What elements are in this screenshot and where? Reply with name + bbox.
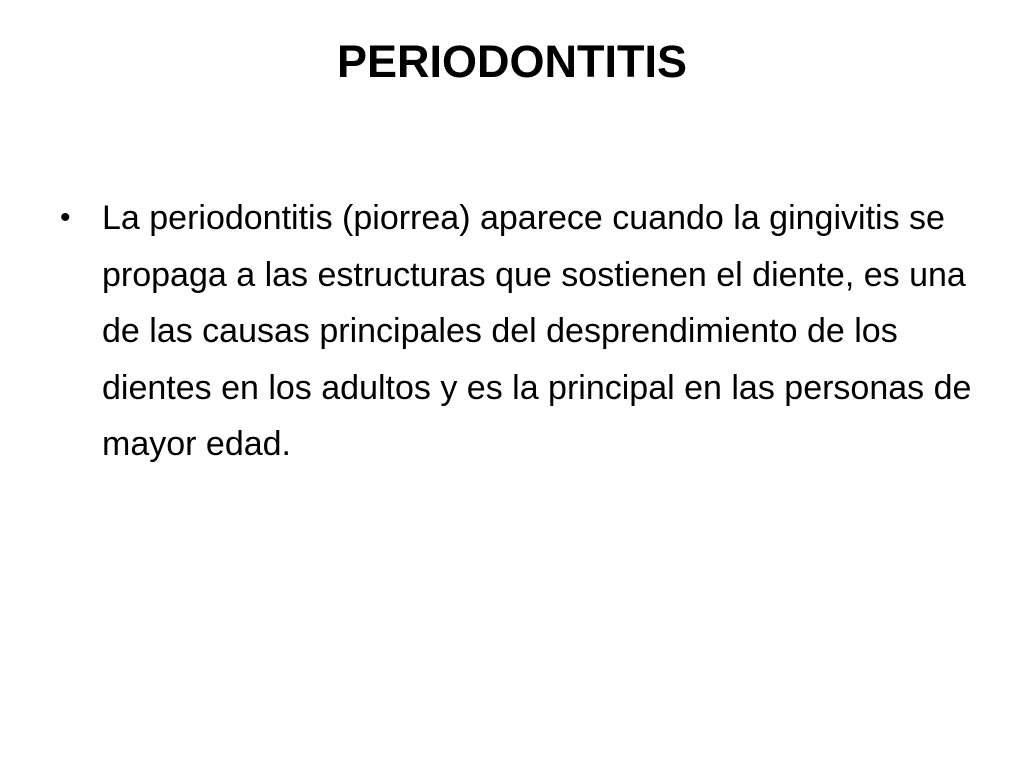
bullet-list xyxy=(55,190,975,473)
bullet-point-icon: • xyxy=(60,201,71,234)
slide-title: PERIODONTITIS xyxy=(336,36,688,87)
bullet-text: La periodontitis (piorrea) aparece cuando la gingivitis se propaga a las estructuras que sostienen el diente, es una de las causas principales del desprendimiento de los dientes en los adultos y es la principal en las personas de mayor edad. xyxy=(102,199,972,463)
bullet-item xyxy=(55,190,975,473)
